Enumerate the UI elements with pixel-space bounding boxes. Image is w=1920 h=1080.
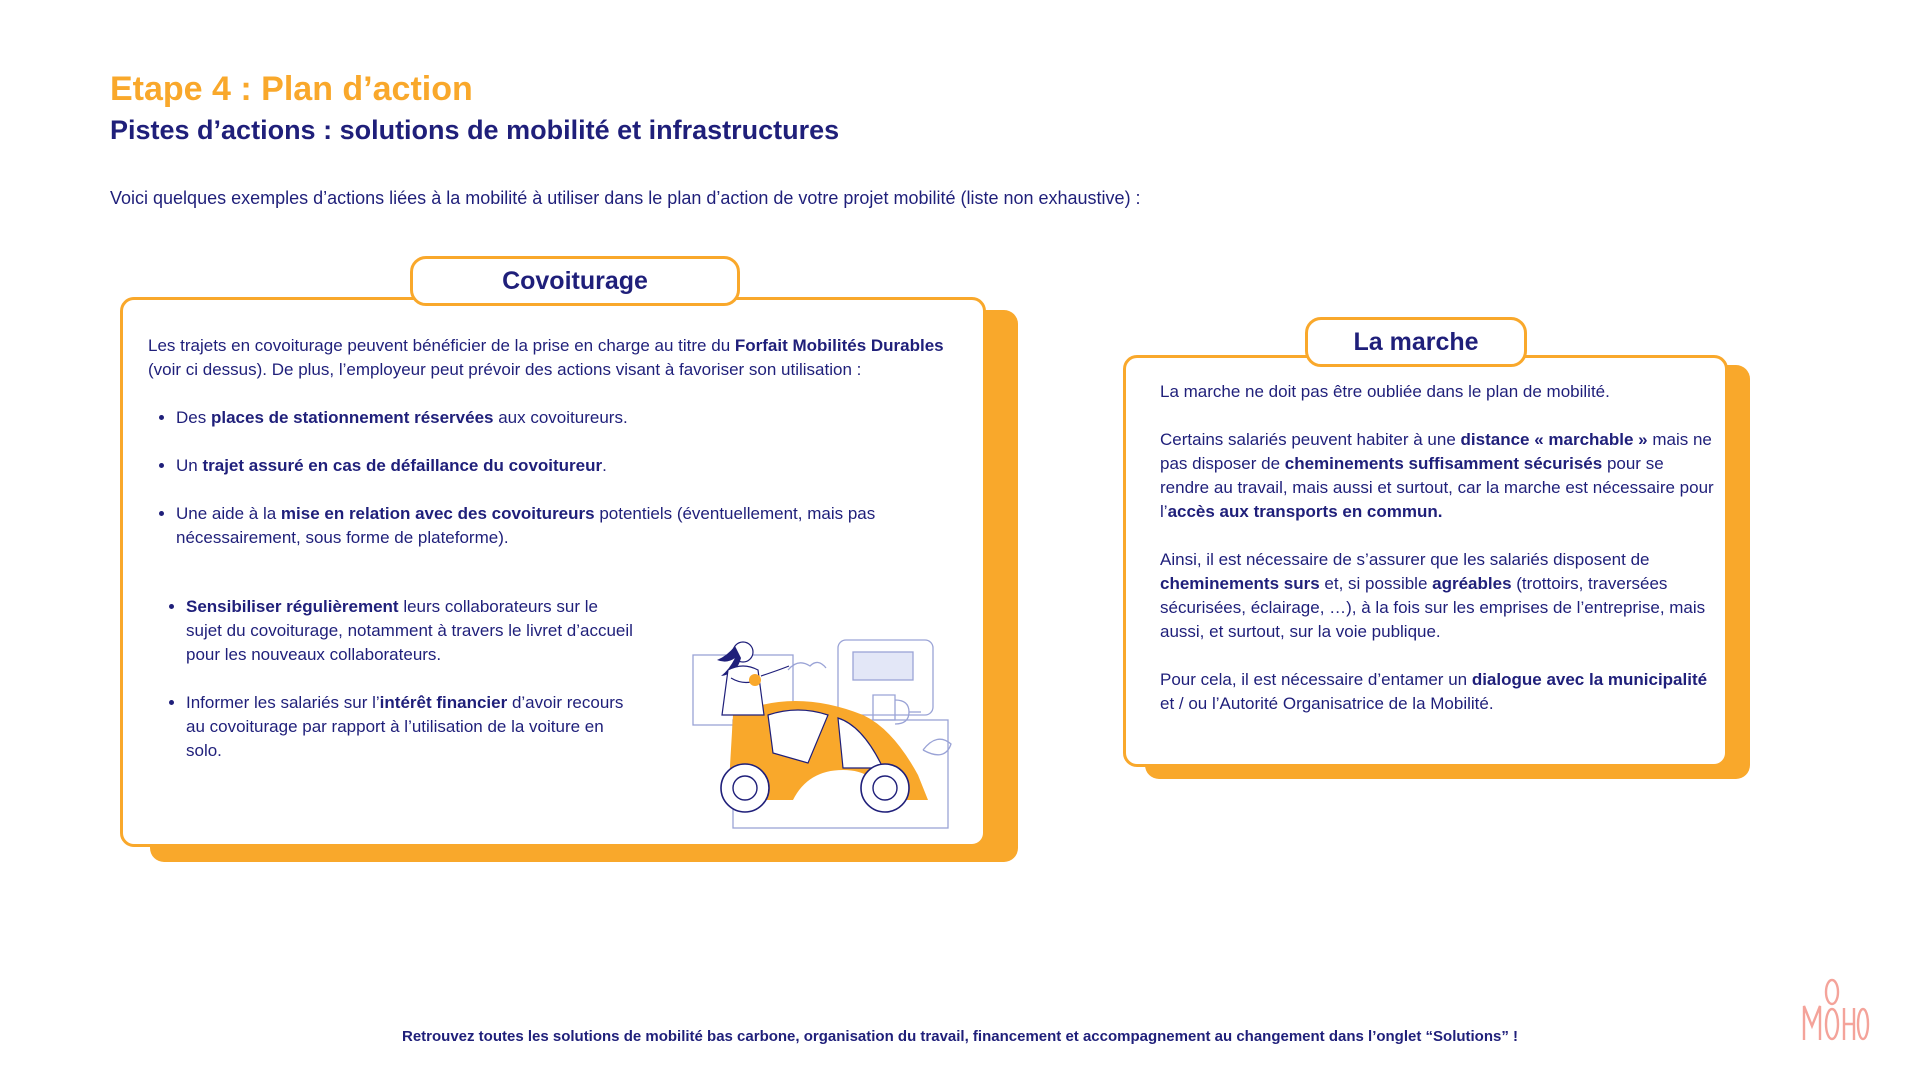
covoiturage-list — [148, 406, 948, 550]
marche-heading: La marche — [1305, 317, 1527, 367]
marche-card — [1123, 355, 1728, 767]
carpool-illustration — [673, 630, 963, 830]
list-item: • Une aide à la mise en relation avec des covoitureurs potentiels (éventuellement, mais pas nécessairement, sous forme de plateforme). — [176, 502, 948, 550]
intro-text: Voici quelques exemples d’actions liées à la mobilité à utiliser dans le plan d’action de votre projet mobilité (liste non exhaustive) : — [110, 188, 1141, 208]
covoiturage-card — [120, 297, 986, 847]
moho-logo — [1800, 978, 1870, 1042]
list-item: • Des places de stationnement réservées aux covoitureurs. — [176, 406, 948, 430]
marche-p3: Ainsi, il est nécessaire de s’assurer que les salariés disposent de cheminements surs et, si possible agréables (trottoirs, traversées sécurisées, éclairage, …), à la fois sur les emprises de l’entreprise, mais aussi, et surtout, sur la voie publique. — [1160, 550, 1706, 641]
list-item: • Un trajet assuré en cas de défaillance du covoitureur. — [176, 454, 948, 478]
marche-p4: Pour cela, il est nécessaire d’entamer un dialogue avec la municipalité et / ou l’Autorité Organisatrice de la Mobilité. — [1160, 670, 1708, 713]
list-item: • Sensibiliser régulièrement leurs collaborateurs sur le sujet du covoiturage, notamment à travers le livret d’accueil pour les nouveaux collaborateurs. — [186, 595, 638, 667]
covoiturage-heading: Covoiturage — [410, 256, 740, 306]
footer-text: Retrouvez toutes les solutions de mobilité bas carbone, organisation du travail, financement et accompagnement au changement dans l’onglet “Solutions” ! — [401, 1028, 1519, 1045]
covoiturage-list-2 — [158, 595, 638, 763]
page-title: Etape 4 : Plan d’action — [110, 70, 473, 108]
list-item: • Informer les salariés sur l’intérêt financier d’avoir recours au covoiturage par rapport à l’utilisation de la voiture en solo. — [186, 691, 638, 763]
page-subtitle: Pistes d’actions : solutions de mobilité et infrastructures — [110, 115, 840, 145]
marche-p2: Certains salariés peuvent habiter à une distance « marchable » mais ne pas disposer de cheminements suffisamment sécurisés pour se rendre au travail, mais aussi et surtout, car la marche est nécessaire pour l’accès aux transports en commun. — [1160, 430, 1714, 521]
covoiturage-intro: Les trajets en covoiturage peuvent bénéficier de la prise en charge au titre du Forfait Mobilités Durables (voir ci dessus). De plus, l’employeur peut prévoir des actions visant à favoriser son utilisation : — [148, 336, 944, 379]
marche-p1: La marche ne doit pas être oubliée dans le plan de mobilité. — [1160, 382, 1610, 401]
